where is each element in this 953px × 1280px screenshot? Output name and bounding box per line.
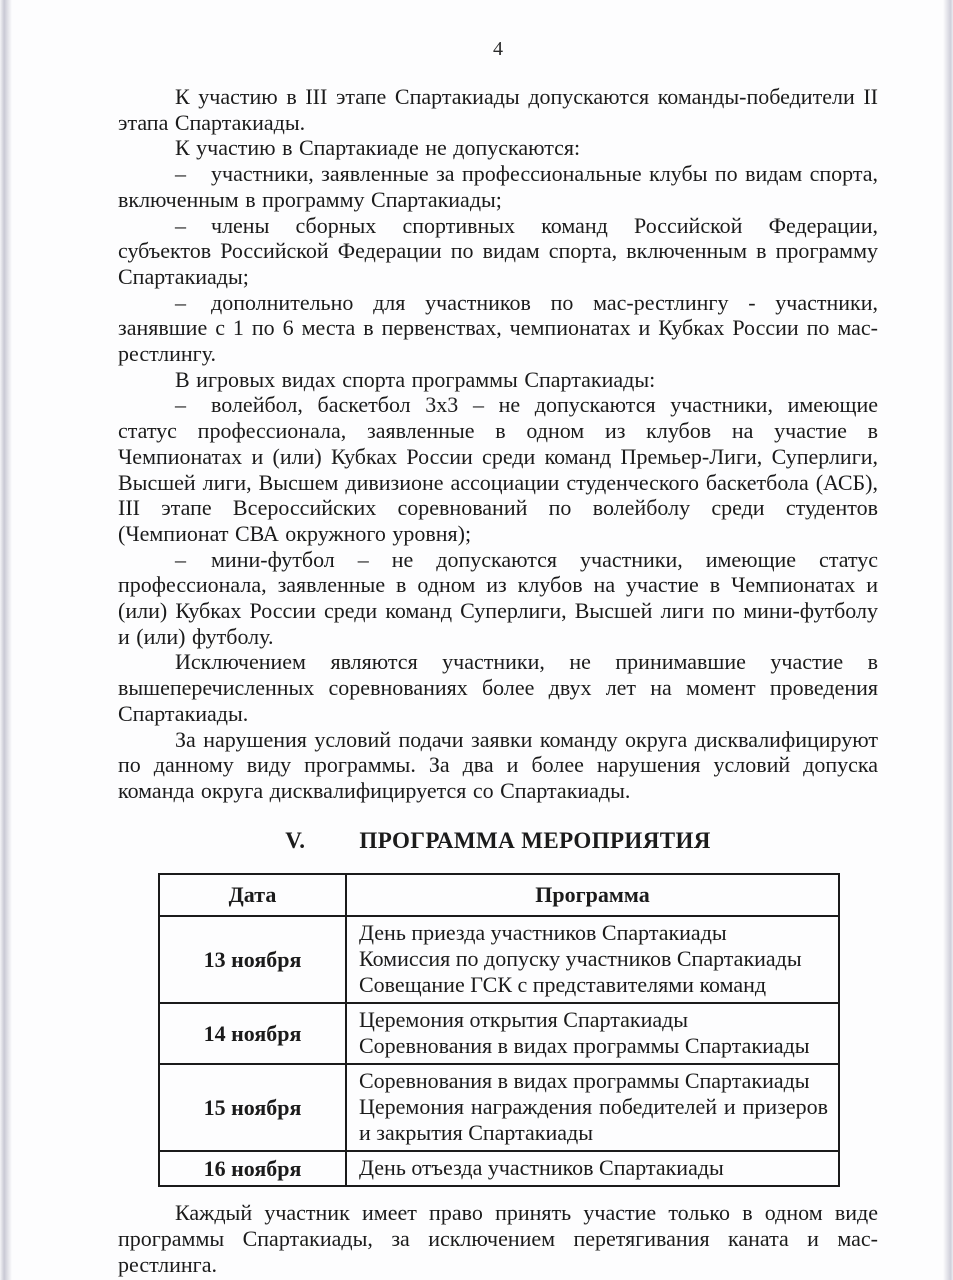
date-cell: 15 ноября — [159, 1064, 346, 1151]
closing-paragraph: Каждый участник имеет право принять участие только в одном виде программы Спартакиады, за исключением перетягивания каната и мас-рестлинга. — [118, 1200, 878, 1277]
paragraph-dash — [118, 392, 878, 546]
date-cell: 14 ноября — [159, 1003, 346, 1064]
column-header-program: Программа — [346, 874, 839, 916]
paragraph: Исключением являются участники, не принимавшие участие в вышеперечисленных соревнованиях более двух лет на момент проведения Спартакиады. — [118, 649, 878, 726]
paragraph-dash — [118, 290, 878, 367]
paragraph-text: волейбол, баскетбол 3х3 – не допускаются участники, имеющие статус профессионала, заявленные в одном из клубов на участие в Чемпионатах и (или) Кубках России среди команд Премьер-Лиги, Суперлиги, Высшей лиги, Высшем дивизионе ассоциации студенческого баскетбола (АСБ), III этапе Всероссийских соревнований по волейболу среди студентов (Чемпионат СВА окружного уровня); — [118, 392, 878, 546]
program-item: День отъезда участников Спартакиады — [359, 1155, 724, 1181]
list-dash: – — [175, 392, 186, 418]
paragraph: За нарушения условий подачи заявки команду округа дисквалифицируют по данному виду программы. За два и более нарушения условий допуска команда округа дисквалифицируется со Спартакиады. — [118, 726, 878, 803]
table-header-row — [159, 874, 839, 916]
paragraph-dash — [118, 213, 878, 290]
list-dash: – — [175, 212, 186, 238]
page-edge-right — [943, 0, 953, 1280]
paragraph-dash — [118, 547, 878, 650]
program-cell — [346, 1064, 839, 1151]
paragraph-text: мини-футбол – не допускаются участники, имеющие статус профессионала, заявленные в одном из клубов на участие в Чемпионатах и (или) Кубках России среди команд Суперлиги, Высшей лиги по мини-футболу и (или) футболу. — [118, 546, 878, 649]
page-number: 4 — [493, 38, 503, 60]
list-dash: – — [175, 546, 186, 572]
paragraph-text: участники, заявленные за профессиональные клубы по видам спорта, включенным в программу Спартакиады; — [118, 161, 878, 212]
section-numeral: V. — [285, 827, 306, 853]
section-heading — [118, 828, 878, 854]
paragraph-text: дополнительно для участников по мас-рестлингу - участники, занявшие с 1 по 6 места в первенствах, чемпионатах и Кубках России по мас-рестлингу. — [118, 289, 878, 367]
date-cell: 16 ноября — [159, 1151, 346, 1186]
table-row — [159, 916, 839, 1003]
paragraph-text: члены сборных спортивных команд Российской Федерации, субъектов Российской Федерации по видам спорта, включенным в программу Спартакиады; — [118, 212, 878, 289]
table-row — [159, 1151, 839, 1186]
section-title: ПРОГРАММА МЕРОПРИЯТИЯ — [359, 827, 711, 853]
paragraph-dash — [118, 161, 878, 212]
document-body — [118, 84, 878, 1278]
program-cell — [346, 916, 839, 1003]
paragraph: К участию в Спартакиаде не допускаются: — [175, 135, 581, 161]
page-edge-left — [0, 0, 12, 1280]
date-cell: 13 ноября — [159, 916, 346, 1003]
paragraph: К участию в III этапе Спартакиады допускаются команды-победители II этапа Спартакиады. — [118, 84, 878, 135]
program-table — [158, 873, 840, 1187]
list-dash: – — [175, 161, 186, 187]
program-item: Соревнования в видах программы Спартакиады — [359, 1068, 810, 1094]
paragraph: В игровых видах спорта программы Спартакиады: — [175, 366, 656, 392]
program-item: Церемония открытия Спартакиады — [359, 1007, 689, 1033]
program-item: Соревнования в видах программы Спартакиады — [359, 1033, 810, 1059]
program-item: Совещание ГСК с представителями команд — [359, 972, 767, 998]
program-item: Комиссия по допуску участников Спартакиады — [359, 946, 802, 972]
program-cell — [346, 1003, 839, 1064]
program-item: День приезда участников Спартакиады — [359, 920, 727, 946]
program-item: Церемония награждения победителей и призеров и закрытия Спартакиады — [359, 1094, 828, 1146]
column-header-date: Дата — [159, 874, 346, 916]
table-row — [159, 1003, 839, 1064]
list-dash: – — [175, 289, 186, 315]
table-row — [159, 1064, 839, 1151]
program-cell — [346, 1151, 839, 1186]
